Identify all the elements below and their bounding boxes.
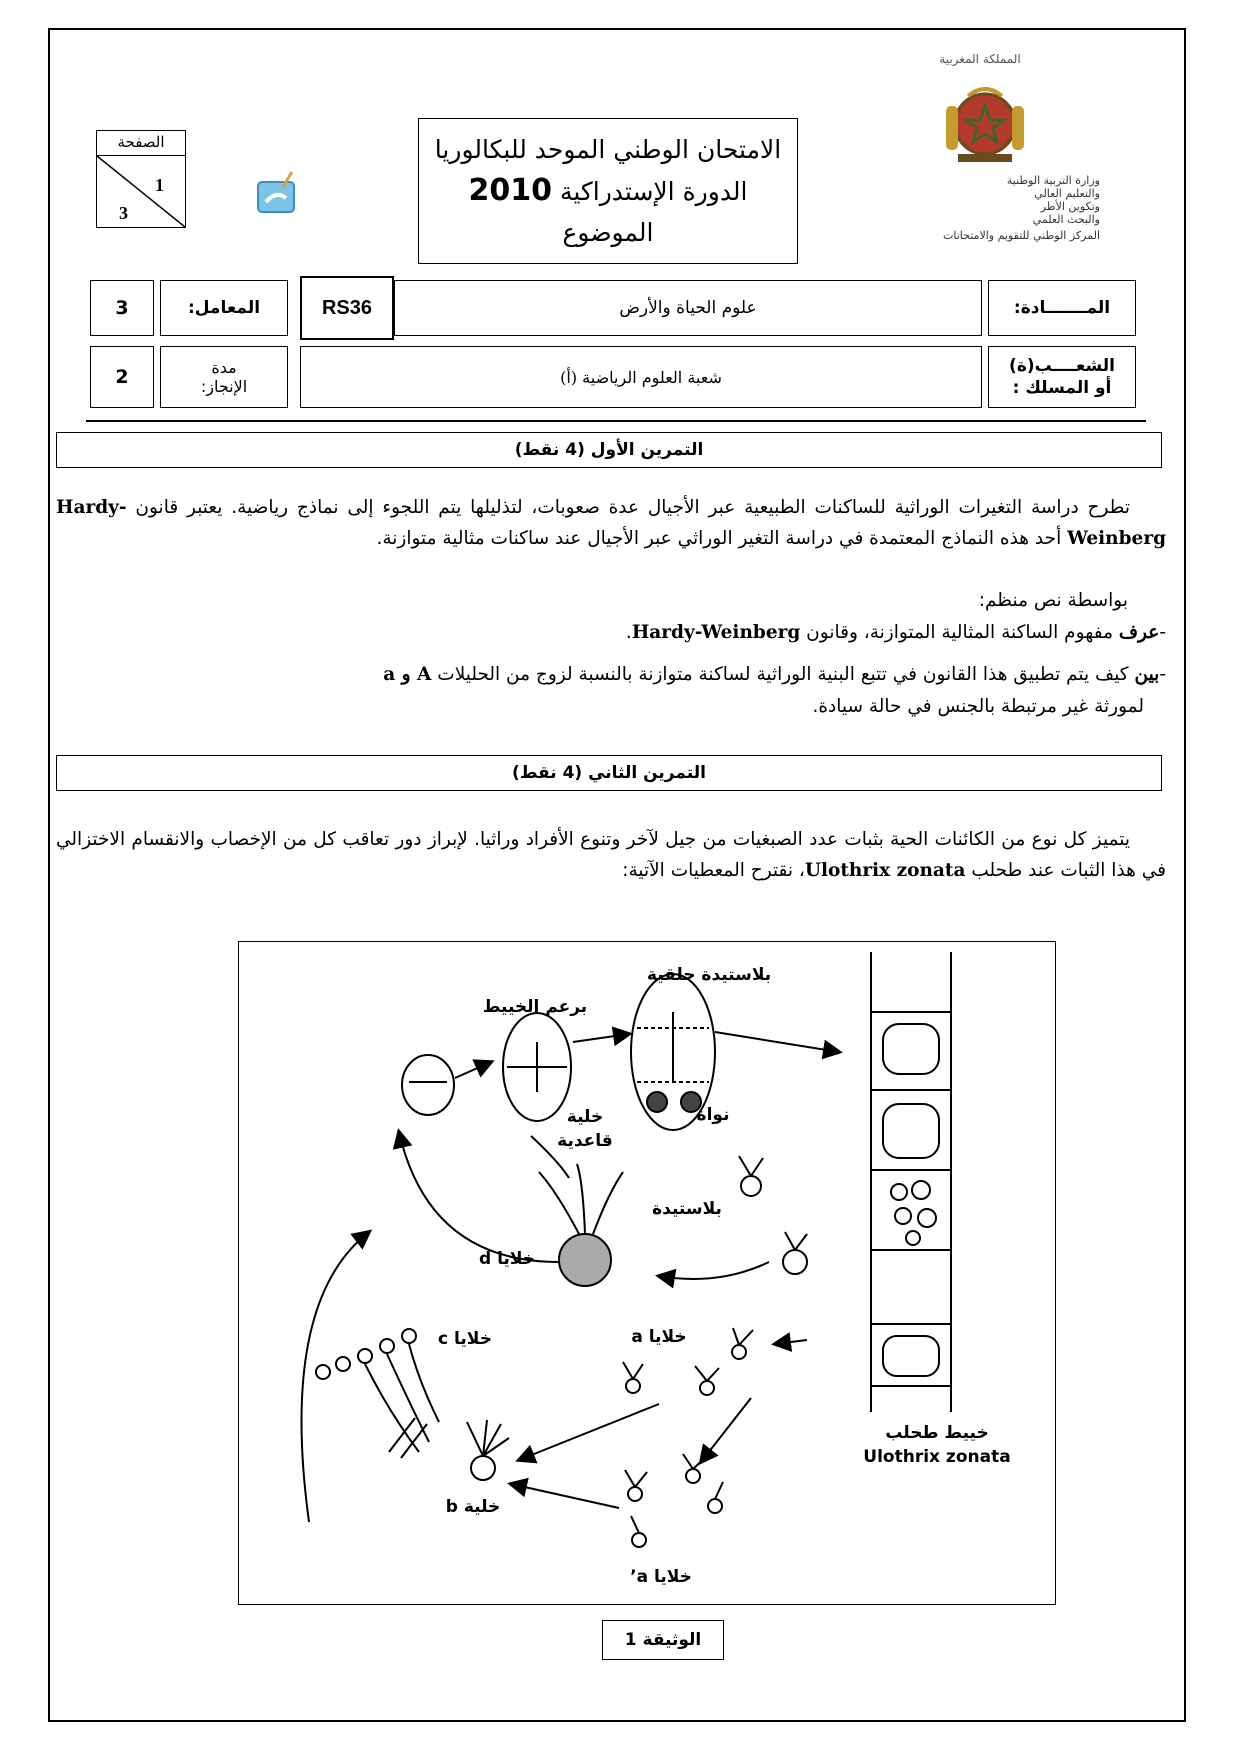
cell-d-drawing	[559, 1234, 611, 1286]
question-explain: -بين كيف يتم تطبيق هذا القانون في تتبع البنية الوراثية لساكنة متوازنة بالنسبة لزوج من الحليلات A و a	[383, 664, 1166, 685]
subject-value: علوم الحياة والأرض	[394, 280, 982, 336]
exercise2-intro	[56, 824, 1166, 886]
and-word: و	[395, 664, 418, 685]
label-plastid: بلاستيدة	[652, 1199, 722, 1219]
species-name: Ulothrix zonata	[804, 860, 966, 881]
label-cells-a: خلايا a	[631, 1327, 687, 1347]
page-total: 3	[119, 203, 128, 223]
duration-label-1: مدة	[211, 358, 237, 377]
label-cells-a-prime: خلايا a’	[630, 1567, 692, 1587]
page-divider	[97, 156, 185, 227]
label-basal-cell-2: قاعدية	[557, 1131, 613, 1151]
label-nucleus: نواة	[696, 1105, 730, 1125]
exercise2-title: التمرين الثاني (4 نقط)	[56, 755, 1162, 791]
exam-year: 2010	[468, 173, 552, 208]
ministry-line: والتعليم العالي	[1034, 187, 1100, 200]
coat-of-arms-icon	[940, 76, 1030, 166]
exam-title: الامتحان الوطني الموحد للبكالوريا	[434, 135, 782, 164]
branch-value: شعبة العلوم الرياضية (أ)	[300, 346, 982, 408]
document-label: الوثيقة 1	[602, 1620, 724, 1660]
duration-label	[160, 346, 288, 408]
exam-session	[419, 170, 797, 212]
cell-a-prime-drawing	[628, 1487, 642, 1501]
label-basal-cell-1: خلية	[566, 1107, 604, 1127]
exercise1-title: التمرين الأول (4 نقط)	[56, 432, 1162, 468]
branch-label	[988, 346, 1136, 408]
verb-explain: بين	[1134, 664, 1160, 685]
coef-value: 3	[90, 280, 154, 336]
label-cells-c: خلايا c	[438, 1329, 492, 1349]
life-cycle-figure	[238, 941, 1056, 1605]
allele-A: A	[417, 664, 432, 685]
q1-text: مفهوم الساكنة المثالية المتوازنة، وقانون	[800, 622, 1119, 643]
exercise1-instruction: بواسطة نص منظم:	[978, 590, 1128, 611]
coef-label: المعامل:	[160, 280, 288, 336]
duration-label-2: الإنجاز:	[200, 377, 248, 396]
duration-value: 2	[90, 346, 154, 408]
q2-text: كيف يتم تطبيق هذا القانون في تتبع البنية الوراثية لساكنة متوازنة بالنسبة لزوج من الحليلات	[431, 664, 1135, 685]
exercise1-intro	[56, 492, 1166, 554]
subject-label: المـــــــادة:	[988, 280, 1136, 336]
ex1-text-a: تطرح دراسة التغيرات الوراثية للساكنات الطبيعية عبر الأجيال عدة صعوبات، لتذليلها يتم اللجوء إلى نماذج رياضية. يعتبر قانون	[126, 497, 1130, 518]
ex2-text-a: يتميز كل نوع من الكائنات الحية بثبات عدد الصبغيات من جيل لآخر وتنوع الأفراد وراثيا. لإبراز دور تعاقب كل من الإخصاب والانقسام الاختزالي في هذا الثبات عند طحلب	[56, 829, 1166, 881]
ministry-block	[940, 174, 1100, 242]
label-species: Ulothrix zonata	[863, 1447, 1011, 1467]
page-label: الصفحة	[97, 131, 185, 156]
label-algae-filament: خييط طحلب	[885, 1423, 989, 1443]
header-divider	[86, 420, 1146, 422]
label-cells-d: خلايا d	[478, 1249, 536, 1269]
label-ring-plastid: بلاستيدة حلقية	[646, 965, 772, 985]
center-label: المركز الوطني للتقويم والامتحانات	[943, 229, 1100, 242]
ex1-text-b: أحد هذه النماذج المعتمدة في دراسة التغير الوراثي عبر الأجيال عند ساكنات مثالية متوازنة.	[376, 528, 1068, 549]
label-filament-bud: برعم الخييط	[482, 997, 588, 1017]
law-name: Hardy-Weinberg	[56, 497, 1166, 549]
ulothrix-life-cycle-diagram	[239, 942, 1055, 1604]
cell-b-drawing	[471, 1456, 495, 1480]
ministry-line: وزارة التربية الوطنية	[1006, 174, 1100, 187]
cell-a-drawing	[626, 1379, 640, 1393]
law-name-2: Hardy-Weinberg	[631, 622, 801, 643]
question-define: -عرف مفهوم الساكنة المثالية المتوازنة، وقانون Hardy-Weinberg.	[625, 622, 1166, 643]
ministry-line: وتكوين الأطر	[1040, 200, 1100, 213]
exam-title-box	[418, 118, 798, 264]
session-label: الدورة الإستدراكية	[559, 177, 748, 206]
kingdom-label: المملكة المغربية	[939, 52, 1021, 66]
ministry-line: والبحث العلمي	[1032, 213, 1100, 226]
page-current: 1	[155, 175, 164, 195]
page-number-box	[96, 130, 186, 228]
allele-a: a	[383, 664, 396, 685]
subject-code: RS36	[300, 276, 394, 340]
question-explain-end: لمورثة غير مرتبطة بالجنس في حالة سيادة.	[812, 696, 1144, 717]
label-cell-b: خلية b	[445, 1497, 501, 1517]
cell-c-drawing	[316, 1365, 330, 1379]
germinating-cell	[402, 1055, 454, 1115]
subject-heading: الموضوع	[562, 218, 654, 247]
verb-define: عرف	[1118, 622, 1160, 643]
branch-label-2: أو المسلك :	[1012, 378, 1112, 398]
algae-filament-drawing	[871, 952, 951, 1412]
branch-label-1: الشعــــب(ة)	[1009, 356, 1115, 376]
center-logo-icon	[252, 168, 312, 220]
ex2-text-b: ، نقترح المعطيات الآتية:	[622, 860, 805, 881]
